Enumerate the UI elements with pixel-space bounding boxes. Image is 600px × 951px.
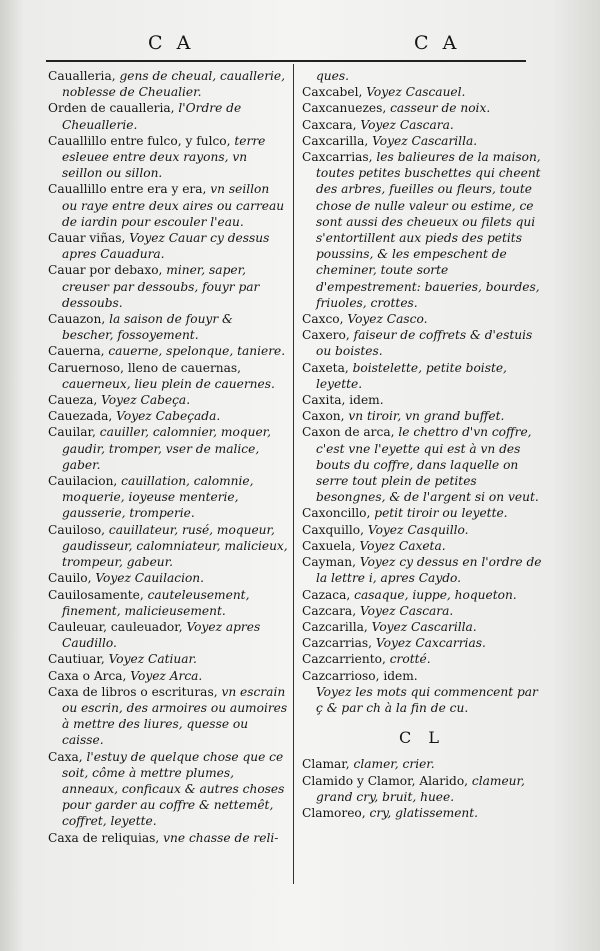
entry-definition: vne chasse de reli-: [159, 830, 279, 845]
entry-definition: vn tiroir, vn grand buffet.: [344, 409, 505, 424]
entry-definition: Voyez Cascarilla.: [367, 619, 477, 634]
entry-definition: l'Ordre de Cheuallerie.: [62, 101, 242, 132]
entry-headword: Caxcarrias,: [302, 150, 373, 165]
dictionary-entry: [48, 668, 288, 684]
dictionary-entry: [48, 424, 288, 473]
dictionary-entry: [48, 408, 288, 424]
entry-headword: Clamar,: [302, 757, 350, 772]
dictionary-entry: [48, 392, 288, 408]
entry-headword: Cauerna,: [48, 344, 105, 359]
entry-headword: Cautiuar,: [48, 652, 105, 667]
dictionary-entry: [48, 360, 288, 392]
entry-definition: Voyez Cascauel.: [362, 85, 466, 100]
dictionary-entry: [302, 84, 542, 100]
entry-headword: Caxcabel,: [302, 85, 363, 100]
dictionary-entry: [48, 68, 288, 100]
entry-headword: Cauezada,: [48, 409, 113, 424]
entry-headword: Cayman,: [302, 555, 357, 570]
entry-headword: Clamido y Clamor, Alarido,: [302, 773, 469, 788]
entry-definition: Voyez apres Caudillo.: [62, 619, 261, 651]
entry-definition: Voyez Cascara.: [356, 117, 454, 132]
dictionary-entry: [302, 635, 542, 651]
dictionary-entry: [302, 117, 542, 133]
entry-headword: Cauleuar, cauleuador,: [48, 619, 183, 634]
header-rule: [46, 60, 526, 62]
entry-definition: la saison de fouyr & bescher, fossoyement.: [62, 312, 233, 343]
running-header: [60, 28, 532, 62]
dictionary-entry: [302, 505, 542, 521]
entry-definition: les balieures de la maison, toutes petites buschettes qui cheent des arbres, fueilles ou fleurs, toute chose de nulle valeur ou estime, ce sont aussi des cheueux ou filets qui s'entortillent aux pieds des petits poussins, & les empeschent de cheminer, toute sorte d'empestrement: baueries, bourdes, friuoles, crottes.: [316, 150, 541, 310]
entry-definition: Voyez Cascarilla.: [368, 133, 478, 148]
entry-definition: Voyez Cabeçada.: [112, 409, 221, 424]
entry-headword: Caualleria,: [48, 69, 116, 83]
dictionary-entry: [302, 392, 542, 408]
dictionary-entry: [302, 805, 542, 821]
entry-headword: Cauilosamente,: [48, 587, 144, 602]
entry-definition: cauerneux, lieu plein de cauernes.: [62, 376, 275, 391]
column-divider: [293, 64, 294, 884]
entry-definition: Voyez Caxcarrias.: [372, 636, 486, 651]
entry-headword: Cazcara,: [302, 603, 357, 618]
entry-headword: Caxa de reliquias,: [48, 830, 160, 845]
entry-headword: Cazcarrioso, idem.: [302, 668, 418, 683]
dictionary-entry: [302, 756, 542, 772]
entry-definition: l'estuy de quelque chose que ce soit, côme à mettre plumes, anneaux, conficaux & autres choses pour garder au coffre & nettemêt, coffret, leyette.: [62, 749, 285, 829]
right-entries: [302, 68, 542, 716]
dictionary-entry: [302, 522, 542, 538]
left-column: [48, 68, 288, 846]
entry-headword: Clamoreo,: [302, 805, 366, 820]
entry-definition: Voyez Casquillo.: [364, 522, 469, 537]
entry-definition: boistelette, petite boiste, leyette.: [316, 360, 507, 391]
dictionary-entry: [302, 554, 542, 586]
dictionary-entry: [302, 619, 542, 635]
entry-definition: Voyez Casco.: [343, 312, 428, 327]
entry-headword: Caxquillo,: [302, 522, 365, 537]
dictionary-entry: [48, 587, 288, 619]
dictionary-entry: [302, 651, 542, 667]
entry-definition: Voyez Catiuar.: [104, 652, 197, 667]
entry-definition: ques.: [316, 69, 349, 83]
entry-definition: Voyez Cascara.: [356, 603, 454, 618]
entry-definition: Voyez Cauar cy dessus apres Cauadura.: [62, 231, 270, 262]
entry-headword: Caxcara,: [302, 117, 357, 132]
entry-headword: Caxcanuezes,: [302, 101, 387, 116]
entry-definition: cauillation, calomnie, moquerie, ioyeuse menterie, gausserie, tromperie.: [62, 474, 254, 521]
entry-definition: Voyez les mots qui commencent par ç & par ch à la fin de cu.: [316, 684, 538, 715]
dictionary-entry: [48, 473, 288, 522]
entry-headword: Cazcarriento,: [302, 652, 386, 667]
header-left: C A: [148, 32, 195, 54]
entry-headword: Cauallillo entre fulco, y fulco,: [48, 133, 231, 148]
dictionary-entry: [302, 327, 542, 359]
entry-definition: Voyez Caxeta.: [355, 538, 446, 553]
entry-headword: Caxon de arca,: [302, 425, 395, 440]
entry-definition: Voyez Arca.: [126, 668, 203, 683]
dictionary-entry: [302, 149, 542, 311]
dictionary-entry: [48, 343, 288, 359]
dictionary-entry: [48, 651, 288, 667]
dictionary-entry: [302, 424, 542, 505]
entry-headword: Caxon,: [302, 409, 345, 424]
entry-headword: Caxa o Arca,: [48, 668, 127, 683]
entry-definition: gens de cheual, cauallerie, noblesse de Cheualier.: [62, 69, 286, 100]
dictionary-entry: [302, 668, 542, 684]
entry-headword: Caxuela,: [302, 538, 356, 553]
entry-headword: Cazaca,: [302, 587, 351, 602]
dictionary-entry: [48, 133, 288, 182]
dictionary-entry: [48, 619, 288, 651]
entry-headword: Cazcarilla,: [302, 619, 368, 634]
entry-headword: Cauilacion,: [48, 474, 118, 489]
dictionary-entry: [302, 773, 542, 805]
entry-headword: Cauar viñas,: [48, 231, 126, 246]
dictionary-entry: [302, 684, 542, 716]
header-right: C A: [414, 32, 461, 54]
dictionary-entry: [48, 262, 288, 311]
dictionary-entry: [48, 684, 288, 749]
entry-definition: vn seillon ou raye entre deux aires ou carreau de iardin pour escouler l'eau.: [62, 182, 285, 229]
entry-definition: le chettro d'vn coffre, c'est vne l'eyette qui est à vn des bouts du coffre, dans laquelle on serre tout plein de petites besongnes, & de l'argent si on veut.: [316, 425, 539, 505]
entry-definition: Voyez Cauilacion.: [91, 571, 205, 586]
entry-definition: cauiller, calomnier, moquer, gaudir, tromper, vser de malice, gaber.: [62, 425, 272, 472]
entry-headword: Caxero,: [302, 328, 350, 343]
entry-headword: Cauilo,: [48, 571, 92, 586]
entry-headword: Caxita, idem.: [302, 393, 384, 408]
entry-definition: vn escrain ou escrin, des armoires ou aumoires à mettre des liures, quesse ou caisse.: [62, 684, 288, 748]
entry-headword: Cauazon,: [48, 312, 106, 327]
entry-headword: Caxa,: [48, 749, 83, 764]
dictionary-entry: [302, 311, 542, 327]
entry-definition: casaque, iuppe, hoqueton.: [350, 587, 517, 602]
entry-definition: miner, saper, creuser par dessoubs, fouyr par dessoubs.: [62, 263, 260, 310]
entry-headword: Caxoncillo,: [302, 506, 371, 521]
entry-headword: Cauar por debaxo,: [48, 263, 163, 278]
entry-definition: clamer, crier.: [349, 757, 435, 772]
right-column: [302, 68, 542, 821]
dictionary-entry: [302, 100, 542, 116]
entry-definition: clameur, grand cry, bruit, huee.: [316, 773, 525, 804]
entry-definition: casseur de noix.: [386, 101, 491, 116]
dictionary-entry: [48, 311, 288, 343]
entry-definition: cauerne, spelonque, taniere.: [104, 344, 286, 359]
entry-definition: cauteleusement, finement, malicieusement.: [62, 587, 250, 618]
dictionary-entry: [302, 133, 542, 149]
entry-headword: Cauiloso,: [48, 522, 106, 537]
entry-headword: Caxcarilla,: [302, 133, 369, 148]
dictionary-entry: [48, 181, 288, 230]
entry-definition: crotté.: [385, 652, 431, 667]
dictionary-entry: [302, 360, 542, 392]
dictionary-entry: [48, 570, 288, 586]
dictionary-entry: [302, 538, 542, 554]
entry-headword: Cauallillo entre era y era,: [48, 182, 207, 197]
entry-headword: Caruernoso, lleno de cauernas,: [48, 360, 242, 375]
entry-headword: Cazcarrias,: [302, 636, 373, 651]
dictionary-entry: [302, 603, 542, 619]
entry-definition: petit tiroir ou leyette.: [370, 506, 508, 521]
entry-definition: Voyez Cabeça.: [97, 393, 191, 408]
entry-headword: Cauilar,: [48, 425, 96, 440]
entry-headword: Caxeta,: [302, 360, 349, 375]
cl-entries: [302, 756, 542, 821]
entry-definition: terre esleuee entre deux rayons, vn seillon ou sillon.: [62, 133, 266, 181]
entry-headword: Caxco,: [302, 312, 344, 327]
dictionary-entry: [48, 522, 288, 571]
dictionary-entry: [302, 587, 542, 603]
dictionary-entry: [48, 830, 288, 846]
dictionary-entry: [48, 100, 288, 132]
entry-headword: Orden de caualleria,: [48, 101, 175, 116]
dictionary-entry: [48, 749, 288, 830]
entry-definition: faiseur de coffrets & d'estuis ou boistes.: [316, 328, 533, 359]
entry-definition: Voyez cy dessus en l'ordre de la lettre i, apres Caydo.: [316, 555, 542, 586]
dictionary-entry: [302, 68, 542, 84]
dictionary-entry: [48, 230, 288, 262]
entry-headword: Caueza,: [48, 393, 98, 408]
entry-definition: cry, glatissement.: [365, 805, 479, 820]
dictionary-entry: [302, 408, 542, 424]
section-title-cl: C L: [399, 728, 445, 748]
entry-definition: cauillateur, rusé, moqueur, gaudisseur, calomniateur, malicieux, trompeur, gabeur.: [62, 522, 288, 570]
entry-headword: Caxa de libros o escrituras,: [48, 684, 218, 699]
